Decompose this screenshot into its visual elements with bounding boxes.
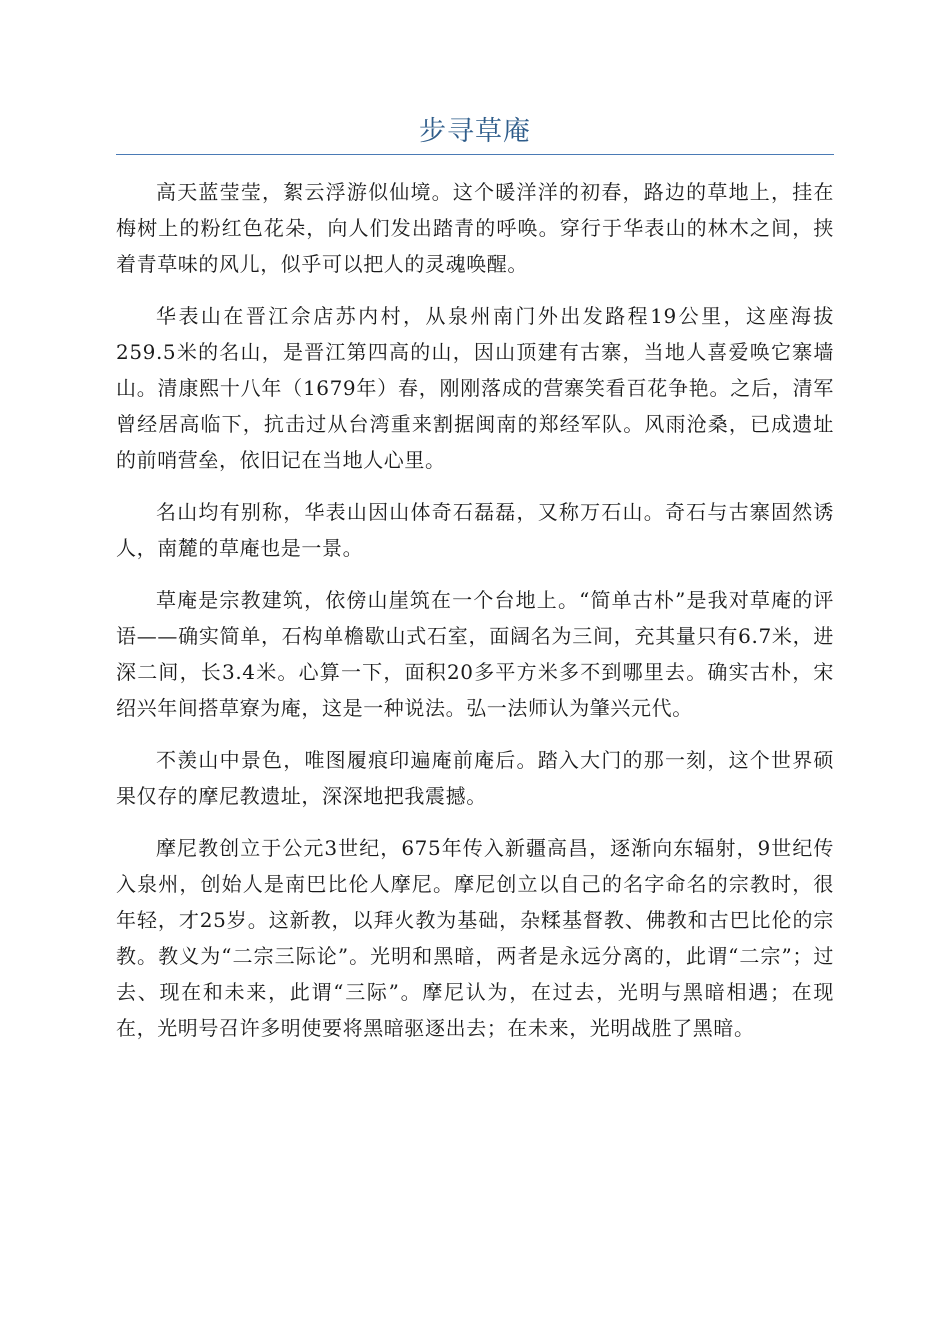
paragraph: 摩尼教创立于公元3世纪，675年传入新疆高昌，逐渐向东辐射，9世纪传入泉州，创始人是南巴比伦人摩尼。摩尼创立以自己的名字命名的宗教时，很年轻，才25岁。这新教，以拜火教为基础，杂糅基督教、佛教和古巴比伦的宗教。教义为“二宗三际论”。光明和黑暗，两者是永远分离的，此谓“二宗”；过去、现在和未来，此谓“三际”。摩尼认为，在过去，光明与黑暗相遇；在现在，光明号召许多明使要将黑暗驱逐出去；在未来，光明战胜了黑暗。	[116, 836, 834, 1040]
paragraph: 草庵是宗教建筑，依傍山崖筑在一个台地上。“简单古朴”是我对草庵的评语——确实简单，石构单檐歇山式石室，面阔名为三间，充其量只有6.7米，进深二间，长3.4米。心算一下，面积20多平方米多不到哪里去。确实古朴，宋绍兴年间搭草寮为庵，这是一种说法。弘一法师认为肇兴元代。	[116, 588, 834, 720]
paragraph: 不羡山中景色，唯图履痕印遍庵前庵后。踏入大门的那一刻，这个世界硕果仅存的摩尼教遗址，深深地把我震撼。	[116, 748, 834, 808]
paragraph: 华表山在晋江佘店苏内村，从泉州南门外出发路程19公里，这座海拔259.5米的名山，是晋江第四高的山，因山顶建有古寨，当地人喜爱唤它寨墙山。清康熙十八年（1679年）春，刚刚落成的营寨笑看百花争艳。之后，清军曾经居高临下，抗击过从台湾重来割据闽南的郑经军队。风雨沧桑，已成遗址的前哨营垒，依旧记在当地人心里。	[116, 304, 834, 472]
paragraph: 高天蓝莹莹，絮云浮游似仙境。这个暖洋洋的初春，路边的草地上，挂在梅树上的粉红色花朵，向人们发出踏青的呼唤。穿行于华表山的林木之间，挟着青草味的风儿，似乎可以把人的灵魂唤醒。	[116, 180, 834, 276]
article-body	[116, 174, 834, 1062]
paragraph: 名山均有别称，华表山因山体奇石磊磊，又称万石山。奇石与古寨固然诱人，南麓的草庵也是一景。	[116, 500, 834, 560]
document-title: 步寻草庵	[419, 116, 531, 147]
title-underline-divider	[116, 154, 834, 155]
